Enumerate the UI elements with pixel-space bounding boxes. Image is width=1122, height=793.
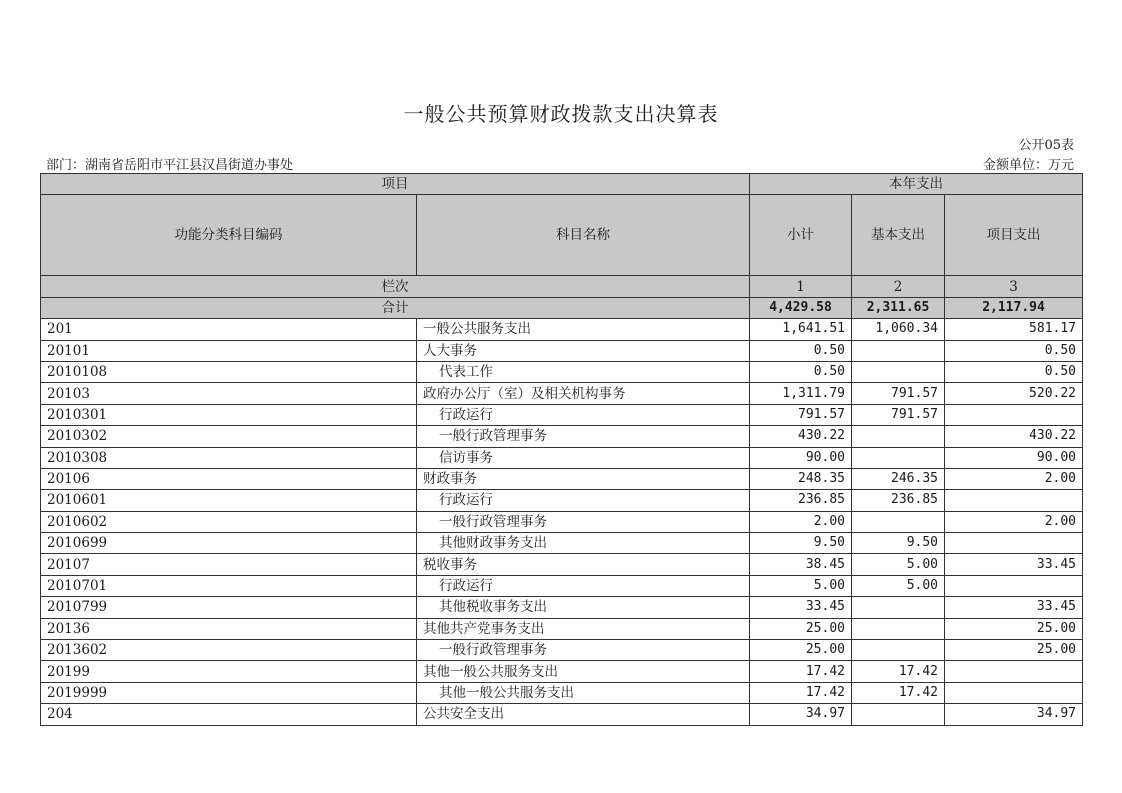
row-subtotal: 25.00 bbox=[750, 618, 852, 639]
row-subtotal: 25.00 bbox=[750, 640, 852, 661]
row-project bbox=[945, 404, 1083, 425]
row-code: 20136 bbox=[41, 618, 417, 639]
row-code: 2010701 bbox=[41, 575, 417, 596]
row-subtotal: 1,641.51 bbox=[750, 319, 852, 340]
row-basic: 236.85 bbox=[852, 490, 945, 511]
row-code: 2010602 bbox=[41, 511, 417, 532]
table-row bbox=[41, 575, 1083, 596]
column-index-label: 栏次 bbox=[41, 276, 750, 297]
row-basic: 791.57 bbox=[852, 404, 945, 425]
row-basic bbox=[852, 597, 945, 618]
row-basic bbox=[852, 426, 945, 447]
header-basic: 基本支出 bbox=[852, 195, 945, 276]
header-row-top bbox=[41, 174, 1083, 195]
row-project bbox=[945, 490, 1083, 511]
table-row bbox=[41, 682, 1083, 703]
header-row-columns bbox=[41, 195, 1083, 276]
row-basic bbox=[852, 447, 945, 468]
row-project: 2.00 bbox=[945, 468, 1083, 489]
row-basic: 1,060.34 bbox=[852, 319, 945, 340]
header-name: 科目名称 bbox=[417, 195, 750, 276]
table-row bbox=[41, 340, 1083, 361]
row-code: 2010108 bbox=[41, 361, 417, 382]
row-project: 430.22 bbox=[945, 426, 1083, 447]
table-row bbox=[41, 533, 1083, 554]
row-name: 公共安全支出 bbox=[417, 704, 750, 725]
row-name: 政府办公厅（室）及相关机构事务 bbox=[417, 383, 750, 404]
row-name: 代表工作 bbox=[417, 361, 750, 382]
row-project: 0.50 bbox=[945, 340, 1083, 361]
table-body bbox=[41, 174, 1083, 726]
table-row bbox=[41, 554, 1083, 575]
row-basic bbox=[852, 511, 945, 532]
row-subtotal: 0.50 bbox=[750, 340, 852, 361]
row-basic bbox=[852, 704, 945, 725]
row-name: 行政运行 bbox=[417, 404, 750, 425]
row-name: 一般行政管理事务 bbox=[417, 640, 750, 661]
row-subtotal: 2.00 bbox=[750, 511, 852, 532]
row-name: 一般行政管理事务 bbox=[417, 511, 750, 532]
table-row bbox=[41, 447, 1083, 468]
row-basic: 5.00 bbox=[852, 575, 945, 596]
row-basic: 246.35 bbox=[852, 468, 945, 489]
table-row bbox=[41, 640, 1083, 661]
header-subtotal: 小计 bbox=[750, 195, 852, 276]
row-project: 34.97 bbox=[945, 704, 1083, 725]
row-basic: 9.50 bbox=[852, 533, 945, 554]
table-row bbox=[41, 511, 1083, 532]
row-project bbox=[945, 533, 1083, 554]
row-code: 2010699 bbox=[41, 533, 417, 554]
row-project: 581.17 bbox=[945, 319, 1083, 340]
department-label: 部门：湖南省岳阳市平江县汉昌街道办事处 bbox=[46, 158, 294, 173]
table-row bbox=[41, 383, 1083, 404]
row-name: 人大事务 bbox=[417, 340, 750, 361]
table-row bbox=[41, 404, 1083, 425]
row-project: 90.00 bbox=[945, 447, 1083, 468]
total-subtotal: 4,429.58 bbox=[750, 297, 852, 318]
row-subtotal: 236.85 bbox=[750, 490, 852, 511]
amount-unit-label: 金额单位：万元 bbox=[982, 158, 1074, 173]
row-code: 2010301 bbox=[41, 404, 417, 425]
row-name: 一般公共服务支出 bbox=[417, 319, 750, 340]
row-subtotal: 430.22 bbox=[750, 426, 852, 447]
row-name: 其他一般公共服务支出 bbox=[417, 682, 750, 703]
row-name: 其他共产党事务支出 bbox=[417, 618, 750, 639]
row-code: 204 bbox=[41, 704, 417, 725]
row-name: 其他一般公共服务支出 bbox=[417, 661, 750, 682]
row-project bbox=[945, 682, 1083, 703]
table-row bbox=[41, 618, 1083, 639]
row-basic: 17.42 bbox=[852, 682, 945, 703]
row-subtotal: 90.00 bbox=[750, 447, 852, 468]
table-row bbox=[41, 468, 1083, 489]
total-row bbox=[41, 297, 1083, 318]
row-name: 财政事务 bbox=[417, 468, 750, 489]
column-index-2: 2 bbox=[852, 276, 945, 297]
row-subtotal: 5.00 bbox=[750, 575, 852, 596]
row-code: 2010302 bbox=[41, 426, 417, 447]
column-index-1: 1 bbox=[750, 276, 852, 297]
row-subtotal: 38.45 bbox=[750, 554, 852, 575]
header-project: 项目 bbox=[41, 174, 750, 195]
row-subtotal: 791.57 bbox=[750, 404, 852, 425]
row-subtotal: 34.97 bbox=[750, 704, 852, 725]
row-code: 2010799 bbox=[41, 597, 417, 618]
row-code: 2010308 bbox=[41, 447, 417, 468]
row-subtotal: 17.42 bbox=[750, 661, 852, 682]
row-subtotal: 33.45 bbox=[750, 597, 852, 618]
table-row bbox=[41, 704, 1083, 725]
form-number: 公开05表 bbox=[1018, 138, 1074, 153]
row-project bbox=[945, 661, 1083, 682]
row-basic: 791.57 bbox=[852, 383, 945, 404]
total-label: 合计 bbox=[41, 297, 750, 318]
row-subtotal: 17.42 bbox=[750, 682, 852, 703]
table-row bbox=[41, 319, 1083, 340]
row-project: 2.00 bbox=[945, 511, 1083, 532]
row-subtotal: 248.35 bbox=[750, 468, 852, 489]
row-project: 520.22 bbox=[945, 383, 1083, 404]
row-project: 33.45 bbox=[945, 554, 1083, 575]
table-row bbox=[41, 661, 1083, 682]
row-code: 20199 bbox=[41, 661, 417, 682]
row-code: 2010601 bbox=[41, 490, 417, 511]
row-project: 25.00 bbox=[945, 640, 1083, 661]
row-basic: 17.42 bbox=[852, 661, 945, 682]
row-code: 20101 bbox=[41, 340, 417, 361]
row-subtotal: 1,311.79 bbox=[750, 383, 852, 404]
row-name: 其他税收事务支出 bbox=[417, 597, 750, 618]
total-basic: 2,311.65 bbox=[852, 297, 945, 318]
row-basic bbox=[852, 340, 945, 361]
row-code: 2019999 bbox=[41, 682, 417, 703]
column-index-3: 3 bbox=[945, 276, 1083, 297]
header-project-expenditure: 项目支出 bbox=[945, 195, 1083, 276]
header-row-index bbox=[41, 276, 1083, 297]
table-row bbox=[41, 361, 1083, 382]
row-name: 税收事务 bbox=[417, 554, 750, 575]
row-name: 其他财政事务支出 bbox=[417, 533, 750, 554]
page-title: 一般公共预算财政拨款支出决算表 bbox=[403, 102, 719, 126]
row-name: 一般行政管理事务 bbox=[417, 426, 750, 447]
row-project: 33.45 bbox=[945, 597, 1083, 618]
row-code: 2013602 bbox=[41, 640, 417, 661]
row-basic bbox=[852, 361, 945, 382]
row-basic bbox=[852, 618, 945, 639]
row-project: 25.00 bbox=[945, 618, 1083, 639]
header-code: 功能分类科目编码 bbox=[41, 195, 417, 276]
row-project bbox=[945, 575, 1083, 596]
row-basic bbox=[852, 640, 945, 661]
table-row bbox=[41, 426, 1083, 447]
expenditure-table bbox=[40, 173, 1083, 726]
row-basic: 5.00 bbox=[852, 554, 945, 575]
table-row bbox=[41, 490, 1083, 511]
total-project: 2,117.94 bbox=[945, 297, 1083, 318]
row-name: 信访事务 bbox=[417, 447, 750, 468]
row-name: 行政运行 bbox=[417, 575, 750, 596]
row-subtotal: 0.50 bbox=[750, 361, 852, 382]
header-current-year: 本年支出 bbox=[750, 174, 1083, 195]
table-row bbox=[41, 597, 1083, 618]
row-subtotal: 9.50 bbox=[750, 533, 852, 554]
row-project: 0.50 bbox=[945, 361, 1083, 382]
row-code: 201 bbox=[41, 319, 417, 340]
row-code: 20103 bbox=[41, 383, 417, 404]
row-code: 20106 bbox=[41, 468, 417, 489]
row-code: 20107 bbox=[41, 554, 417, 575]
row-name: 行政运行 bbox=[417, 490, 750, 511]
